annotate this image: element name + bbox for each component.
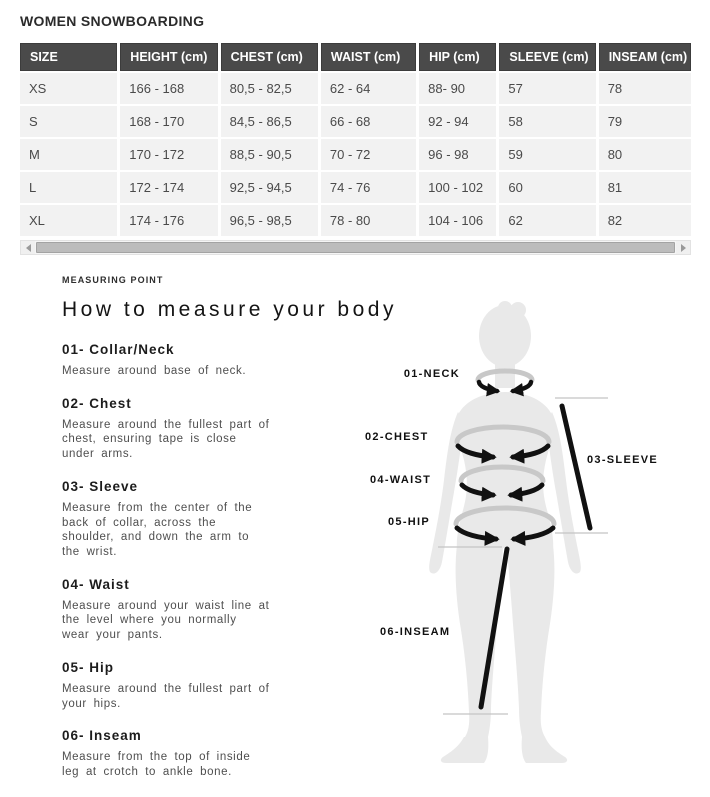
hip-cell: 96 - 98	[419, 139, 496, 170]
waist-cell: 78 - 80	[321, 205, 416, 236]
hip-cell: 88- 90	[419, 73, 496, 104]
sleeve-cell: 60	[499, 172, 595, 203]
size-chart-table	[17, 41, 694, 238]
sleeve-label: 03-SLEEVE	[587, 454, 659, 466]
chest-cell: 96,5 - 98,5	[221, 205, 318, 236]
height-cell: 172 - 174	[120, 172, 217, 203]
measure-item-description: Measure around base of neck.	[62, 365, 247, 377]
measure-item-title: 05- Hip	[62, 659, 115, 675]
chest-cell: 92,5 - 94,5	[221, 172, 318, 203]
body-measurement-diagram	[350, 300, 710, 770]
inseam-label: 06-INSEAM	[380, 626, 451, 638]
measure-item-title: 06- Inseam	[62, 728, 142, 744]
measure-item-description: Measure around the fullest part of chest, ensuring tape is close under arms.	[62, 418, 270, 461]
measure-item-title: 03- Sleeve	[62, 478, 139, 494]
sleeve-cell: 58	[499, 106, 595, 137]
measure-item-sleeve	[62, 479, 270, 560]
measure-item-description: Measure from the center of the back of collar, across the shoulder, and down the arm to the wrist.	[62, 501, 253, 559]
measure-item-collar-neck	[62, 342, 270, 379]
measure-item-title: 04- Waist	[62, 576, 130, 592]
measure-item-chest	[62, 396, 270, 462]
chest-cell: 84,5 - 86,5	[221, 106, 318, 137]
column-header-inseam: INSEAM (cm)	[599, 43, 691, 71]
scroll-left-button[interactable]	[21, 241, 35, 254]
waist-cell: 62 - 64	[321, 73, 416, 104]
column-header-hip: HIP (cm)	[419, 43, 496, 71]
waist-label: 04-WAIST	[370, 474, 432, 486]
table-row	[20, 73, 691, 104]
table-row	[20, 205, 691, 236]
inseam-cell: 78	[599, 73, 691, 104]
chest-cell: 88,5 - 90,5	[221, 139, 318, 170]
page-title: WOMEN SNOWBOARDING	[20, 13, 205, 29]
inseam-cell: 82	[599, 205, 691, 236]
column-header-chest: CHEST (cm)	[221, 43, 318, 71]
sleeve-cell: 57	[499, 73, 595, 104]
table-header-row	[20, 43, 691, 71]
column-header-height: HEIGHT (cm)	[120, 43, 217, 71]
scroll-left-icon	[26, 244, 31, 252]
inseam-cell: 81	[599, 172, 691, 203]
size-cell: XS	[20, 73, 117, 104]
table-row	[20, 172, 691, 203]
hip-cell: 100 - 102	[419, 172, 496, 203]
height-cell: 170 - 172	[120, 139, 217, 170]
waist-cell: 74 - 76	[321, 172, 416, 203]
scroll-right-icon	[681, 244, 686, 252]
sleeve-cell: 59	[499, 139, 595, 170]
scroll-right-button[interactable]	[676, 241, 690, 254]
neck-label: 01-NECK	[403, 368, 460, 380]
measure-item-hip	[62, 660, 270, 711]
size-cell: M	[20, 139, 117, 170]
scrollbar-thumb[interactable]	[36, 242, 675, 253]
sleeve-cell: 62	[499, 205, 595, 236]
column-header-waist: WAIST (cm)	[321, 43, 416, 71]
measure-item-waist	[62, 577, 270, 643]
height-cell: 174 - 176	[120, 205, 217, 236]
measure-item-title: 01- Collar/Neck	[62, 342, 175, 357]
hip-cell: 104 - 106	[419, 205, 496, 236]
table-row	[20, 139, 691, 170]
waist-cell: 66 - 68	[321, 106, 416, 137]
chest-label: 02-CHEST	[365, 431, 429, 443]
measure-item-description: Measure from the top of inside leg at crotch to ankle bone.	[62, 751, 251, 779]
scrollbar-track[interactable]	[35, 241, 676, 254]
size-cell: S	[20, 106, 117, 137]
measure-heading: How to measure your body	[62, 298, 397, 321]
table-row	[20, 106, 691, 137]
measure-instructions	[62, 342, 270, 780]
hip-label: 05-HIP	[388, 516, 431, 528]
measure-item-description: Measure around your waist line at the level where you normally wear your pants.	[62, 599, 270, 642]
inseam-cell: 80	[599, 139, 691, 170]
measure-item-description: Measure around the fullest part of your hips.	[62, 682, 270, 710]
measure-item-title: 02- Chest	[62, 395, 132, 411]
column-header-sleeve: SLEEVE (cm)	[499, 43, 595, 71]
measure-item-inseam	[62, 728, 270, 779]
column-header-size: SIZE	[20, 43, 117, 71]
waist-cell: 70 - 72	[321, 139, 416, 170]
height-cell: 166 - 168	[120, 73, 217, 104]
size-cell: XL	[20, 205, 117, 236]
hip-cell: 92 - 94	[419, 106, 496, 137]
measuring-point-label: MEASURING POINT	[62, 275, 164, 285]
inseam-cell: 79	[599, 106, 691, 137]
height-cell: 168 - 170	[120, 106, 217, 137]
size-cell: L	[20, 172, 117, 203]
horizontal-scrollbar[interactable]	[20, 240, 691, 255]
chest-cell: 80,5 - 82,5	[221, 73, 318, 104]
